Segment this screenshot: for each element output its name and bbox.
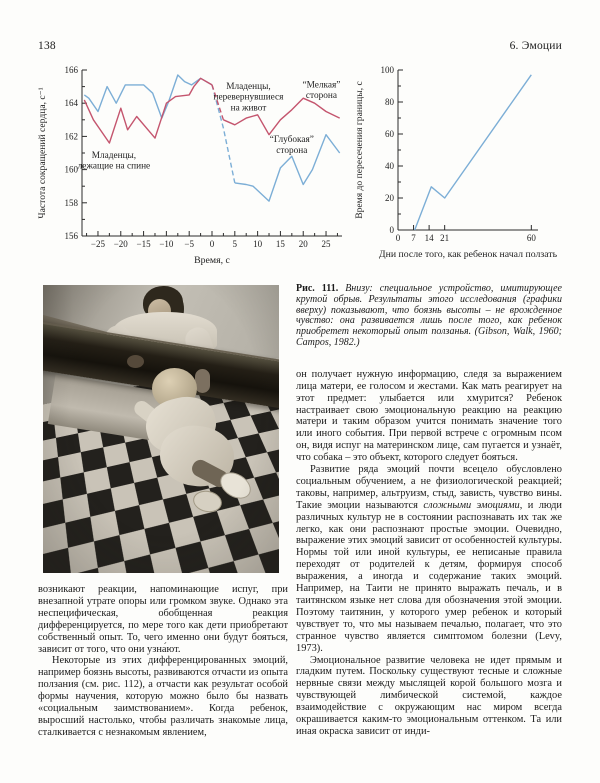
svg-text:−15: −15 <box>136 239 151 249</box>
svg-text:Младенцы,: Младенцы, <box>91 150 137 161</box>
text-segment: , и люди различных культур не в состоянии распознавать их так же легко, как они распознают простые эмоции. Очевидно, выражение этих эмоций зависит от особенностей культуры. Нормы той или иной культуры, ее неписаные правила переходят от родителей к детям, формируя способ выражения, а иногда и содержание таких эмоций. Например, на Таити не принято выражать печаль, и в таитянском языке нет слова для обозначения этой эмоции. Поэтому таитянин, у которого умер ребенок и который чувствует то, что мы называем печалью, полагает, что это странное чувство является симптомом болезни (Levy, 1973). <box>296 499 562 654</box>
svg-text:перевернувшиеся: перевернувшиеся <box>213 92 284 103</box>
svg-text:5: 5 <box>232 239 238 249</box>
svg-text:лежащие на спине: лежащие на спине <box>77 161 151 172</box>
text-segment: Некоторые из этих дифференцированных эмоций, например боязнь высоты, развиваются отчасти из опыта ползания (см. рис. 112), а отчасти как результат особой формы научения, которую можно было бы назвать «социальным заимствованием». Когда ребенок, выросший настолько, чтобы различать знакомые лица, сталкивается с незнакомым явлением, <box>38 655 288 738</box>
svg-text:60: 60 <box>526 233 536 243</box>
svg-text:60: 60 <box>385 129 394 139</box>
svg-text:0: 0 <box>389 225 394 235</box>
svg-text:7: 7 <box>411 233 416 243</box>
text-segment: Рис. 111. <box>296 283 346 294</box>
paragraph <box>296 655 562 738</box>
svg-text:100: 100 <box>380 65 394 75</box>
svg-text:14: 14 <box>424 233 434 243</box>
svg-text:162: 162 <box>64 131 78 142</box>
svg-text:0: 0 <box>209 239 215 249</box>
svg-text:20: 20 <box>298 239 308 249</box>
svg-text:160: 160 <box>64 164 78 175</box>
svg-text:166: 166 <box>64 65 78 75</box>
svg-text:10: 10 <box>253 239 263 249</box>
photo-vignette <box>43 285 279 573</box>
svg-text:25: 25 <box>321 239 331 249</box>
svg-text:−20: −20 <box>113 239 128 249</box>
text-segment: Эмоциональное развитие человека не идет прямым и гладким путем. Поскольку существуют тесные и сложные нервные связи между мыслящей корой большого мозга и чувствующей лимбической системой, каждое взаимодействие с окружающим нас миром всегда окрашивается каким-то эмоциональным оттенком. Та или иная окраска зависит от инди- <box>296 654 562 737</box>
svg-text:−5: −5 <box>184 239 194 249</box>
svg-text:15: 15 <box>275 239 285 249</box>
paragraph <box>38 655 288 738</box>
svg-text:Время, с: Время, с <box>194 255 230 266</box>
text-segment: возникают реакции, напоминающие испуг, при внезапной утрате опоры или громком звуке. Однако эта неспецифическая, обобщенная реакция дифференцируется, по мере того как дети приобретают собственный опыт. То, чего именно они будут бояться, зависит от того, что они узна́ют. <box>38 584 288 655</box>
svg-text:на живот: на живот <box>230 103 267 114</box>
svg-text:Младенцы,: Младенцы, <box>226 82 271 93</box>
paragraph <box>296 369 562 464</box>
chapter-heading: 6. Эмоции <box>509 40 562 52</box>
svg-text:158: 158 <box>64 197 78 208</box>
left-text-column <box>38 584 288 739</box>
svg-text:Дни после того, как ребенок на: Дни после того, как ребенок начал ползать <box>378 249 558 260</box>
text-segment: сложными эмоциями <box>423 499 520 511</box>
right-text-column <box>296 284 562 738</box>
paragraph <box>296 464 562 655</box>
svg-text:164: 164 <box>64 98 78 109</box>
svg-text:0: 0 <box>395 233 401 243</box>
text-segment: он получает нужную информацию, следя за выражением лица матери, ее голосом и жестами. Как мать реагирует на этот предмет: улыбается или хмурится? Ребенок настраивает свою эмоциональную реакцию на реакцию матери и таким образом учится понимать значение того или иного события. При первой встрече с огромным псом он, видя испуг на материнском лице, сам пугается и узнаёт, что собака – это объект, которого следует бояться. <box>296 368 562 464</box>
svg-text:“Глубокая”: “Глубокая” <box>269 135 314 146</box>
svg-text:Время до пересечения границы,: Время до пересечения границы, с <box>354 81 365 219</box>
text-segment: Внизу: специальное устройство, имитирующее крутой обрыв. Результаты этого исследования (графики вверху) показывают, что боязнь высоты – не врожденное чувство: она развивается лишь после того, как ребенок приобретет некоторый опыт ползанья. (Gibson, Walk, 1960; Campos, 1982.) <box>296 283 562 348</box>
figure-caption <box>296 284 562 349</box>
svg-text:156: 156 <box>64 231 78 241</box>
svg-text:сторона: сторона <box>305 91 338 102</box>
svg-text:40: 40 <box>385 161 394 171</box>
heart-rate-chart <box>36 60 348 268</box>
text-segment: Развитие ряда эмоций почти всецело обусловлено социальным обучением, а не физиологической реакцией; таковы, например, альтруизм, стыд, зависть, чувство вины. Такие эмоции называются <box>296 464 562 511</box>
paragraph <box>38 584 288 655</box>
svg-text:21: 21 <box>440 233 450 243</box>
svg-text:80: 80 <box>385 97 394 107</box>
visual-cliff-photo <box>43 285 279 573</box>
svg-text:−10: −10 <box>159 239 174 249</box>
page-number: 138 <box>38 40 56 52</box>
svg-text:“Мелкая”: “Мелкая” <box>302 80 341 91</box>
crossing-time-chart <box>352 54 580 266</box>
svg-text:20: 20 <box>385 193 394 203</box>
svg-text:Частота сокращений сердца, с⁻¹: Частота сокращений сердца, с⁻¹ <box>37 87 48 219</box>
svg-text:сторона: сторона <box>276 145 308 156</box>
svg-text:−25: −25 <box>90 239 106 249</box>
